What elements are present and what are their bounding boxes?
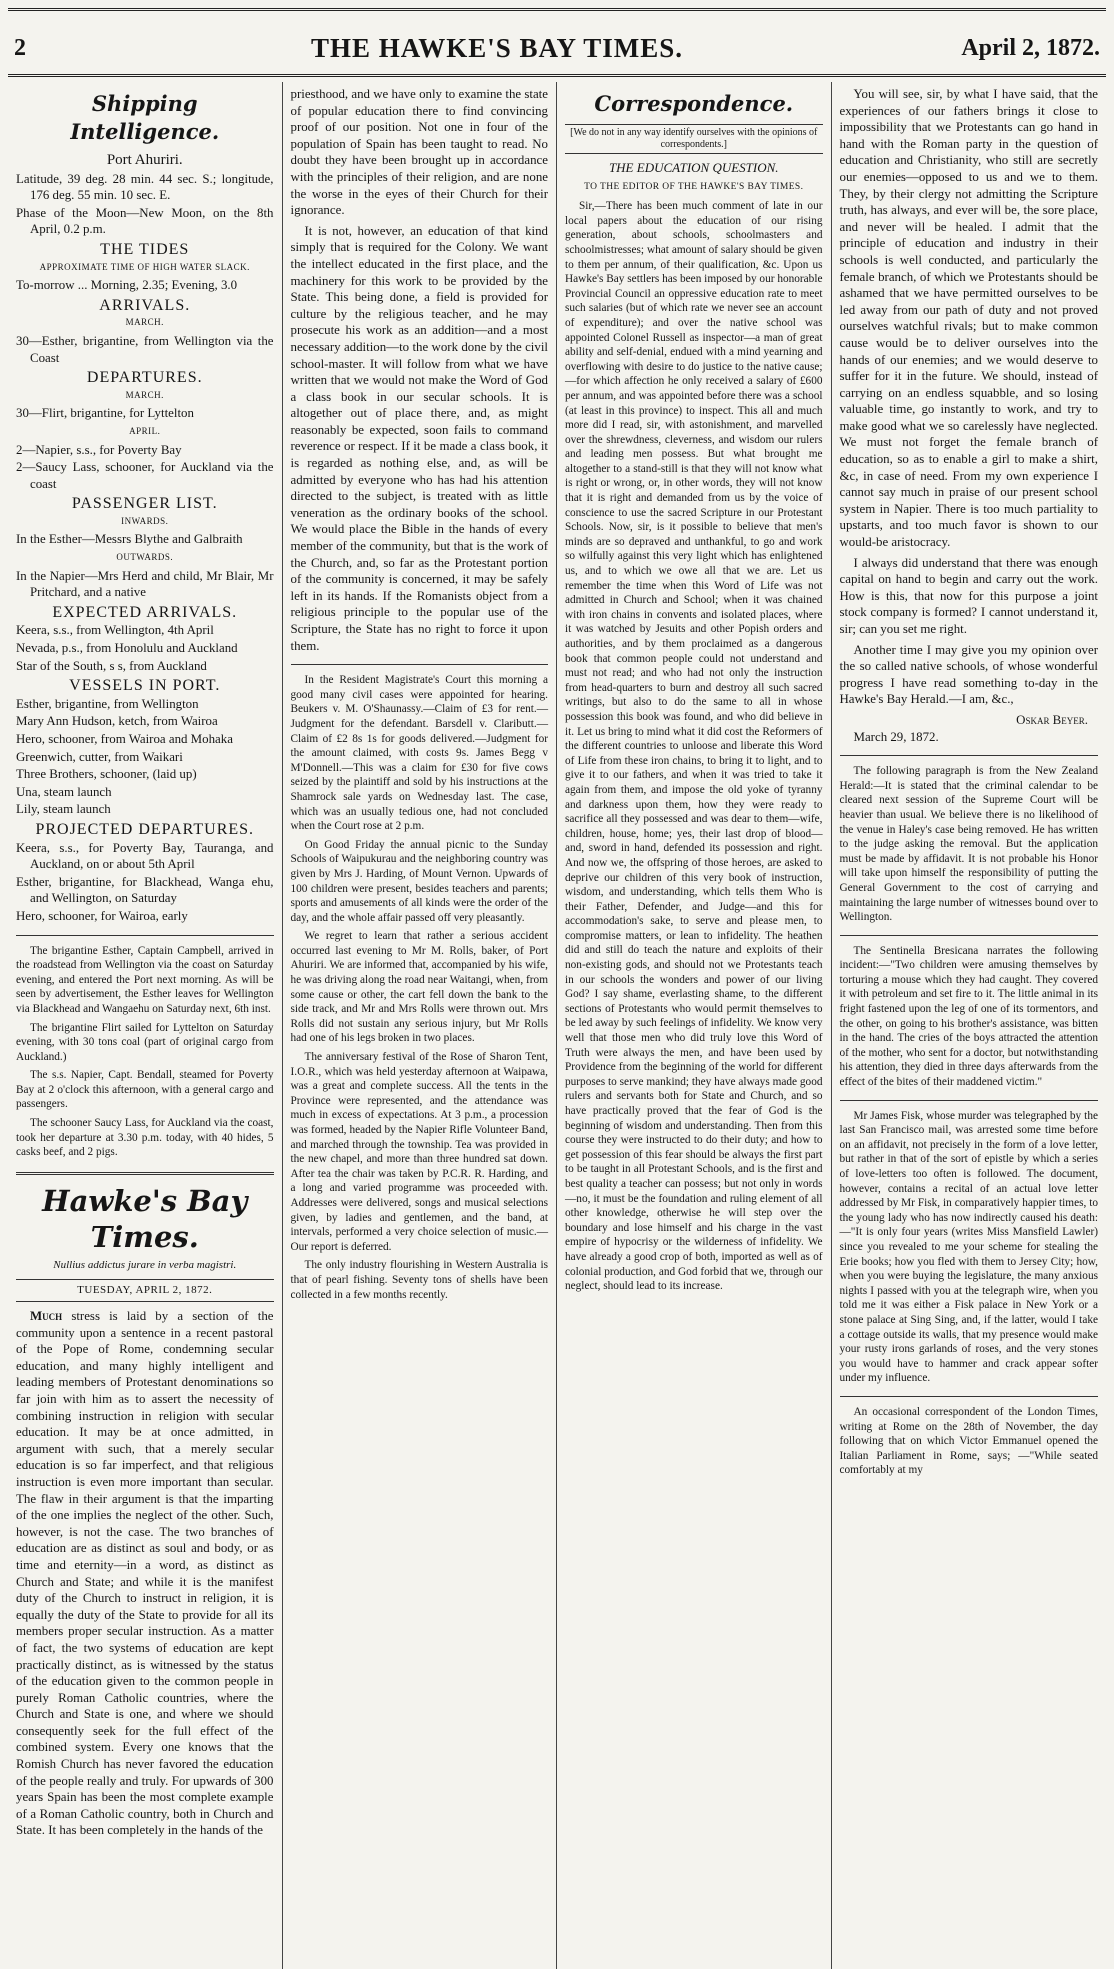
anniversary-report: The anniversary festival of the Rose of Sharon Tent, I.O.R., which was held yesterday afternoon at Waipawa, was a great and complete success. All the tents in the Province were represented, and the attendance was much in excess of expectations. At 3 p.m., a procession was formed, headed by the Napier Rifle Volunteer Band, and marched through the township. Tea was provided in the new chapel, and more than three hundred sat down. After tea the chair was taken by P.C.R. R. Harding, and a long and varied programme was proceeded with. Addresses were delivered, songs and musical selections given, by ladies and gentlemen, and the band, at intervals, performed a very choice selection of music.—Our report is deferred.: [290, 1051, 548, 1253]
divider: [840, 1396, 1099, 1397]
divider: [840, 935, 1099, 936]
newspaper-title: THE HAWKE'S BAY TIMES.: [310, 32, 684, 63]
editorial-continued: It is not, however, an education of that kind simply that is required for the Colony. We want the intellect educated in the first place, and the machinery for this work to be provided by the State. This being done, a field is provided for culture by the religious teacher, and he may prosecute his work as an addition—and a most necessary addition—to the work done by the civil school-master. It will follow from what we have written that we would not make the Word of God a class book in our secular schools. It is altogether out of place there, and, as might reasonably be expected, soon fails to command reverence or respect. If it be made a class book, it is regarded as nothing else, and, as will be admitted by everyone who has had his attention directed to the subject, is treated with as little veneration as the ordinary books of the school. We would place the Bible in the hands of every member of the community, but that is the work of the Church, and, so far as the Protestant portion of the community is concerned, it may be safely left in its hands. If the Romanists object from a religious principle to the popular use of the Scripture, the State has no right to force it upon them.: [290, 223, 548, 653]
shipping-note: The s.s. Napier, Capt. Bendall, steamed for Poverty Bay at 2 o'clock this afternoon, with a general cargo and passengers.: [16, 1069, 274, 1111]
shipping-note: The schooner Saucy Lass, for Auckland via the coast, took her departure at 3.30 p.m. today, with 40 hides, 5 casks beef, and 2 pigs.: [16, 1117, 274, 1159]
editorial-first-word: Much: [30, 1309, 63, 1324]
vessel-entry: Three Brothers, schooner, (laid up): [16, 767, 197, 782]
accident-report: We regret to learn that rather a serious accident occurred last evening to Mr M. Rolls, baker, of Port Ahuriri. We are informed that, accompanied by his wife, he was driving along the road near Waitangi, when, from some cause or other, the cart fell down the bank to the side track, and Mr and Mrs Rolls were thrown out. Mrs Rolls did not sustain any serious injury, but Mr Rolls had one of his legs broken in two places.: [290, 930, 548, 1045]
letter-body-continued: I always did understand that there was enough capital on hand to begin and carry out the work. How is this, that now for this purpose a joint stock company is formed? I cannot understand it, sir; can you set me right.: [839, 555, 1098, 636]
section-heading-shipping: Shipping Intelligence.: [70, 91, 220, 144]
passenger-list-heading: PASSENGER LIST.: [71, 495, 218, 513]
projected-entry: Esther, brigantine, for Blackhead, Wanga ehu, and Wellington, on Saturday: [16, 874, 274, 906]
tides-subheading: APPROXIMATE TIME OF HIGH WATER SLACK.: [39, 261, 250, 272]
letter-address: TO THE EDITOR OF THE HAWKE'S BAY TIMES.: [584, 181, 804, 192]
vessel-entry: Una, steam launch: [16, 784, 112, 799]
projected-entry: Hero, schooner, for Wairoa, early: [16, 908, 188, 923]
letter-body-continued: You will see, sir, by what I have said, that the experiences of our fathers brings it close to impossibility that we Protestants can go hand in hand with the Roman party in the question of education and Christianity, who still are secretly our enemies—opposed to us and we to them. They, by their clergy not admitting the Scripture truth, has always, and ever will be, the sore place, and never will be healed. I admit that the principle of education and industry in their schools is well conducted, and particularly the female branch, of which we Protestants should be ashamed that we have permitted ourselves to be led away from our path of duty and not proved ourselves watchful rivals; but to make common cause would be to deliver ourselves into the hands of our enemies; and we would deserve to suffer for it in the future. We should, instead of carrying on an endless squabble, and so losing valuable time, go instantly to work, and try to make good what we so carelessly have neglected. We must not forget the female branch of education, so as to enable a girl to make a shirt, &c, in case of need. From my own experience I cannot say much in praise of our present school system in Napier. There is too much partiality to upstarts, and too much favor is shown to our would-be aristocracy.: [839, 87, 1098, 550]
departure-entry: 2—Saucy Lass, schooner, for Auckland via the coast: [16, 460, 274, 491]
herald-paragraph: The following paragraph is from the New Zealand Herald:—It is stated that the criminal calendar to be cleared next session of the Supreme Court will be heavier than usual. We believe there is no likelihood of the venue in Haley's case being removed. He has written to the judge asking the removal. But the application must be made by affidavit. It is not probable his Honor will take upon himself the responsibility of putting the General Government to the cost of carrying and maintaining the large number of witnesses bound over to Wellington.: [839, 765, 1098, 924]
columns: [8, 82, 1106, 1969]
port-name: Port Ahuriri.: [106, 152, 183, 168]
arrivals-month: MARCH.: [125, 317, 164, 328]
departures-heading: DEPARTURES.: [86, 369, 203, 387]
arrivals-heading: ARRIVALS.: [99, 296, 191, 314]
top-rule: [8, 8, 1106, 11]
editorial-dateline: TUESDAY, APRIL 2, 1872.: [16, 1279, 274, 1302]
vessel-entry: Esther, brigantine, from Wellington: [16, 696, 199, 711]
letter-signature: Oskar Beyer.: [1016, 712, 1088, 727]
vessel-entry: Hero, schooner, from Wairoa and Mohaka: [16, 732, 233, 746]
shipping-note: The brigantine Flirt sailed for Lyttelton on Saturday evening, with 30 tons coal (part of original cargo from Auckland.): [16, 1021, 274, 1063]
port-coordinates: Latitude, 39 deg. 28 min. 44 sec. S.; longitude, 176 deg. 55 min. 10 sec. E.: [16, 171, 274, 203]
passenger-entry: In the Esther—Messrs Blythe and Galbraith: [16, 532, 243, 547]
column-2: [283, 82, 558, 1969]
shipping-note: The brigantine Esther, Captain Campbell, arrived in the roadstead from Wellington via the coast on Saturday evening, and entered the Port next morning. As will be seen by advertisement, the Esther leaves for Wellington via Blackhead and Wangaehu on Saturday next, 6th inst.: [16, 944, 274, 1015]
departures-month: MARCH.: [125, 389, 164, 400]
departure-entry: 30—Flirt, brigantine, for Lyttelton: [16, 406, 194, 421]
vessels-in-port-heading: VESSELS IN PORT.: [69, 677, 221, 695]
divider: [840, 1100, 1099, 1101]
masthead-rule: [8, 74, 1106, 77]
masthead: [14, 28, 1100, 68]
letter-title: THE EDUCATION QUESTION.: [608, 160, 779, 175]
issue-date: April 2, 1872.: [961, 34, 1100, 61]
editorial-continued: priesthood, and we have only to examine the state of popular education there to find convincing proof of our position. Not one in four of the population of Spain has been taught to read. No doubt they have been brought up in accordance with the principles of their religion, and are none the worse in the eyes of their Church for their ignorance.: [290, 87, 548, 218]
inwards-heading: INWARDS.: [121, 515, 169, 526]
divider: [840, 755, 1099, 756]
projected-entry: Keera, s.s., for Poverty Bay, Tauranga, and Auckland, on or about 5th April: [16, 840, 274, 872]
column-3: [557, 82, 832, 1969]
column-4: [832, 82, 1107, 1969]
departure-entry: 2—Napier, s.s., for Poverty Bay: [16, 442, 182, 457]
pearl-fishing-report: The only industry flourishing in Western Australia is that of pearl fishing. Seventy tons of shells have been collected in a few months recently.: [290, 1259, 548, 1301]
vessel-entry: Lily, steam launch: [16, 802, 111, 817]
paper-nameplate: Hawke's Bay Times.: [42, 1183, 248, 1254]
editorial-text: [16, 1308, 274, 1839]
editorial-disclaimer: [We do not in any way identify ourselves with the opinions of correspondents.]: [565, 124, 823, 154]
section-heading-correspondence: Correspondence.: [594, 91, 794, 116]
expected-entry: Nevada, p.s., from Honolulu and Auckland: [16, 641, 238, 656]
editorial-body: stress is laid by a section of the community upon a sentence in a recent pastoral of the Pope of Rome, condemning secular education, and many highly intelligent and leading members of Protestant denominations so far join with him as to assert the necessity of combining instruction in religion with secular education. It may be at once admitted, in argument with such, that a merely secular education is so far imperfect, and that religious instruction is even more important than secular. The flaw in their argument is that the imparting of the one implies the neglect of the other. Such, however, is not the case. The two branches of education are as distinct as soul and body, or as time and eternity—in a word, as distinct as Church and State; and while it is the manifest duty of the Church to instruct in religion, it is equally the duty of the State to provide for all its members proper secular instruction. As a matter of fact, the two systems of education are kept practically distinct, as is witnessed by the status of the education given to the common people in purely Roman Catholic countries, where the Church and State is one, and where we should consequently seek for the full effect of the combined system. Every one knows that the Romish Church has never favored the education of the people really and truly. For upwards of 300 years Spain has been the most complete example of a Roman Catholic country, both in Church and State. It has been completely in the hands of the: [16, 1309, 274, 1838]
projected-departures-heading: PROJECTED DEPARTURES.: [35, 820, 255, 838]
vessel-entry: Mary Ann Hudson, ketch, from Wairoa: [16, 714, 218, 729]
divider: [16, 935, 274, 936]
outwards-heading: OUTWARDS.: [116, 552, 174, 563]
moon-phase: Phase of the Moon—New Moon, on the 8th April, 0.2 p.m.: [16, 205, 274, 237]
letter-body-continued: Another time I may give you my opinion over the so called native schools, of whose wonderful progress I have read something to-day in the Hawke's Bay Herald.—I am, &c.,: [839, 642, 1098, 707]
tides-line: To-morrow ... Morning, 2.35; Evening, 3.0: [16, 278, 238, 293]
london-times-paragraph: An occasional correspondent of the London Times, writing at Rome on the 28th of November, the day following that on which Victor Emmanuel opened the Italian Parliament in Rome, says; —"While seated comfortably at my: [839, 1405, 1098, 1477]
letter-body: Sir,—There has been much comment of late in our local papers about the education of our rising generation, about schools, schoolmasters and schoolmistresses; what amount of salary should be given to them per annum, of their qualification, &c. Upon us Hawke's Bay settlers has been imposed by our honorable Provincial Council an oppressive education rate to meet such salaries (but of which rate we never see an account of expenditure); and over the native school was appointed Colonel Russell as inspector—a man of great ability and self-denial, endued with a mind yearning and overflowing with desire to do justice to the native cause;—for which affection he only received a salary of £600 per annum, and was appointed before there was a school (at least in this province) to inspect. This all and much more did I read, sir, with astonishment, and marvelled over the shrewdness, cleverness, and wisdom our rulers and leading men possess. But what brought me altogether to a stand-still is that they will not know what is right or wrong, or, in other words, they will not know that it is right and demanded from us by the voice of conscience to use the sacred Scripture in our Protestant Schools. Now, sir, is it possible to believe that men's minds are so depraved and unthankful, to go and work so wilfully against this very light which has enlightened us, and to which we owe all that we are. Let us remember the time when this Word of Life was not admitted in Church and School; when it was chained with iron chains in convents and isolated places, where it was watched by Jesuits and other Popish orders and authorities, and by them proclaimed as a dangerous book that common people could not understand and must not read; and who had not only the instruction from head-quarters to burn and destroy all such sacred writings, but also to do the same to all in whose possession this book was found, and who did believe in it. Let us bring to mind what it did cost the Reformers of the different countries to unloose and liberate this Word of Life from these iron chains, to bring it to light, and to give it to our fathers, and when it was tried to take it again from them, and impose the old yoke of tyranny and darkness upon them, how they were ready to sacrifice all they possessed and was dear to them—wife, children, house, home; yes, their last drop of blood—and, sword in hand, defended its possession and right. And now we, the offspring of those heroes, are asked to deprive our children of this very book of instruction, wisdom, and understanding, which tells them Who is their Father, Defender, and Judge—and this for accommodation's sake, to serve and please men, to compromise matters, or lean to infidelity. The heathen did and still do teach the nature and exploits of their non-existing gods, and should not we Protestants teach in our schools the wonders and power of our living God? I say shame, everlasting shame, to the different sections of Protestants who would permit themselves to be led away by such feelings of infidelity. We know very well that those men who did truly love this Word of Truth were always the men, and have been used by Providence from the beginning of the world for different purposes to serve mankind; they have always made good rulers and servants both for State and Church, and so have practically proved that the fear of God is the beginning of wisdom and understanding. Then from this course they were instructed to do their duty; and how to get possession of this fear should be always the first part to be taught in all Protestant Schools, and is the first and best quality a teacher can possess; but not only in words—no, it must be the foundation and ruling element of all other knowledge, otherwise he will step over the boundary and lose himself and his charge in the vast empire of hypocrisy or the wilderness of infidelity. We have already a good crop of both, imported as well as of colonial production, and God forbid that we, through our neglect, should lead to its increase.: [565, 200, 823, 1293]
fisk-paragraph: Mr James Fisk, whose murder was telegraphed by the last San Francisco mail, was arrested some time before on an affidavit, not precisely in the form of a love letter, but rather in that of the sort of epistle by which a series of love-letters too often is followed. The document, however, contains a recital of an actual love letter addressed by Mr Fisk, in comparatively happier times, to the young lady who has now indirectly caused his death:—"It is only four years (writes Miss Mansfield Lawler) since you revealed to me your scheme for stealing the Erie books; how you fled with them to Jersey City; how, when you were buying the legislature, the many anxious nights I passed with you at the telegraph wire, when you told me it was either a Fisk palace in New York or a stone palace at Sing Sing, and, if the latter, would I take a cottage outside its walls, that my presence would make your rusty irons garlands of roses, and the very stones you would have to hammer and crack appear softer under my influence.: [839, 1109, 1098, 1385]
passenger-entry: In the Napier—Mrs Herd and child, Mr Blair, Mr Pritchard, and a native: [16, 568, 274, 600]
expected-entry: Star of the South, s s, from Auckland: [16, 658, 207, 673]
expected-arrivals-heading: EXPECTED ARRIVALS.: [52, 603, 238, 621]
paper-motto: Nullius addictus jurare in verba magistri.: [53, 1258, 237, 1271]
court-report: In the Resident Magistrate's Court this morning a good many civil cases were appointed for hearing. Beukers v. M. O'Shaunassy.—Claim of £3 for rent.—Judgment for the defendant. Barsdell v. Claributt.—Claim of £2 8s 1s for goods delivered.—Judgment for the amount claimed, with costs 9s. James Begg v M'Donnell.—This was a claim for £30 for five cows seized by the plaintiff and sold by his instructions at the Shamrock sale yards on Wednesday last. The case, which was an usually tedious one, had not concluded when the Court rose at 2 p.m.: [290, 674, 548, 833]
page-number: 2: [14, 34, 26, 61]
departures-month-april: APRIL.: [129, 425, 161, 436]
expected-entry: Keera, s.s., from Wellington, 4th April: [16, 623, 214, 638]
divider: [291, 664, 549, 665]
picnic-report: On Good Friday the annual picnic to the Sunday Schools of Waipukurau and the neighboring country was given by Mrs J. Harding, of Mount Vernon. Upwards of 100 children were present, besides teachers and parents; sports and amusements of all kinds were the order of the day, and the whole affair passed off very pleasantly.: [290, 838, 548, 924]
sentinella-paragraph: The Sentinella Bresicana narrates the following incident:—"Two children were amusing themselves by torturing a mouse which they had caught. They covered it with petroleum and set fire to it. The little animal in its fright fastened upon the leg of one of its tormentors, and the other, on going to his brother's assistance, was bitten in the hand. The cries of the boys attracted the attention of the mother, who sent for a doctor, but notwithstanding his attention, they died in three days afterwards from the effect of the bites of their maddened victim.": [839, 944, 1098, 1089]
letter-date: March 29, 1872.: [853, 729, 939, 744]
tides-heading: THE TIDES: [100, 240, 190, 258]
double-divider: [16, 1172, 274, 1175]
vessel-entry: Greenwich, cutter, from Waikari: [16, 749, 183, 764]
arrival-entry: 30—Esther, brigantine, from Wellington via the Coast: [16, 333, 274, 365]
column-1: [8, 82, 283, 1969]
